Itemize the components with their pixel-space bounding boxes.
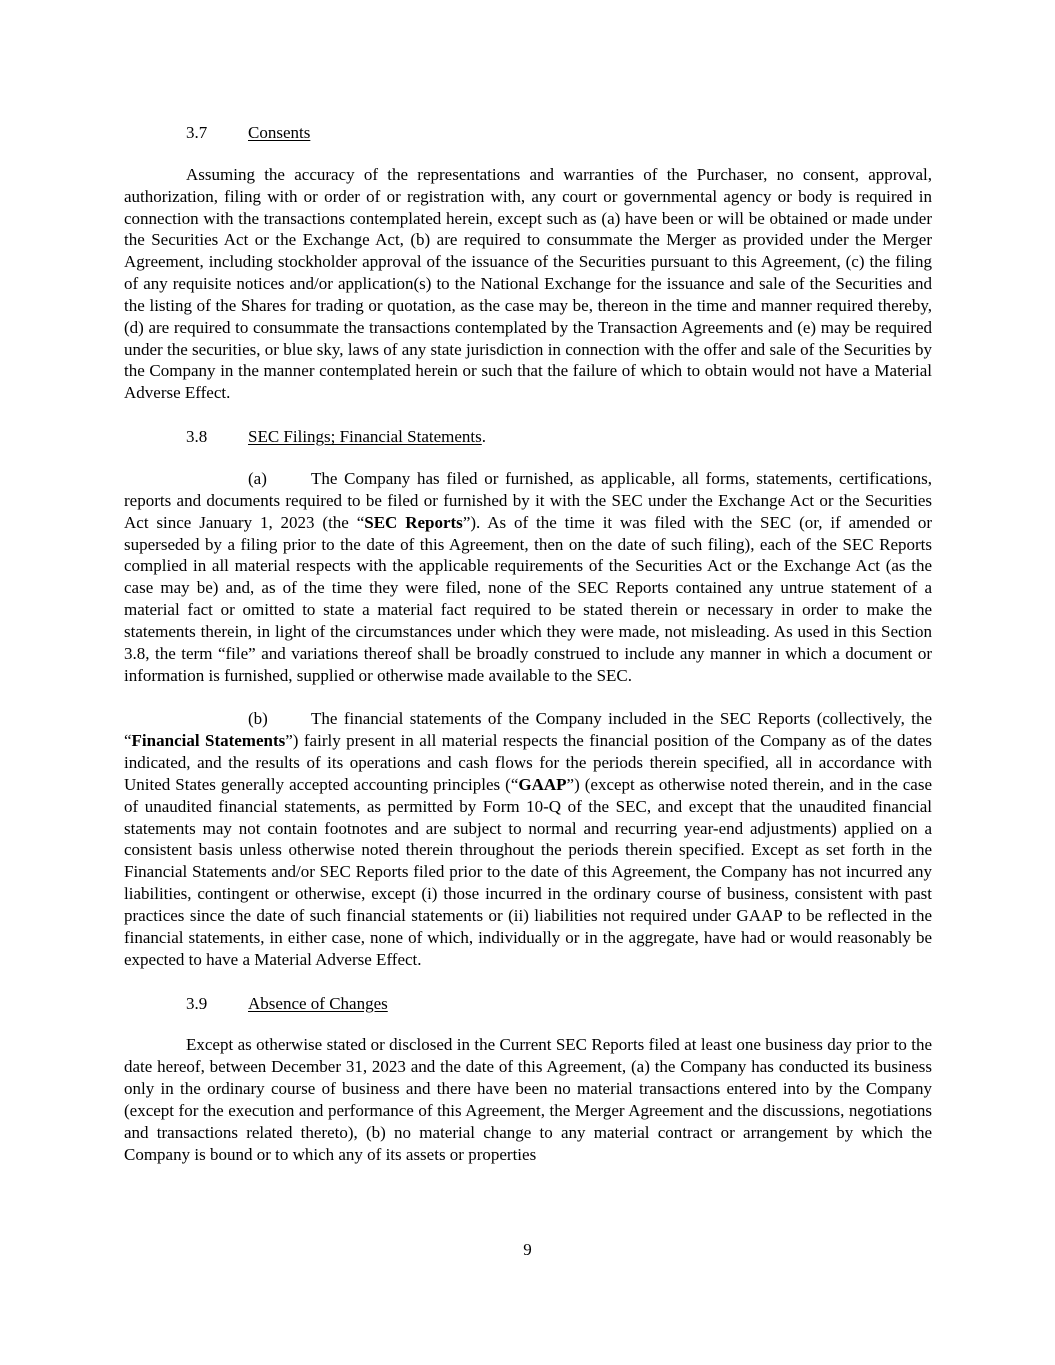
paragraph-text: ”) (except as otherwise noted therein, and in the case of unaudited financial statements, as permitted by Form 10-Q of the SEC, and except that the unaudited financial statements may not contain footnotes and are subject to normal and recurring year-end adjustments) applied on a consistent basis unless otherwise noted therein throughout the periods therein specified. Except as set forth in the Financial Statements and/or SEC Reports filed prior to the date of this Agreement, the Company has not incurred any liabilities, contingent or otherwise, except (i) those incurred in the ordinary course of business, consistent with past practices since the date of such financial statements or (ii) liabilities not required under GAAP to be reflected in the financial statements, in either case, none of which, individually or in the aggregate, have had or would reasonably be expected to have a Material Adverse Effect. bbox=[124, 774, 932, 969]
paragraph-text: The Company has filed or furnished, as applicable, all forms, statements, certifications, reports and documents required to be filed or furnished by it with the SEC under the Exchange Act or the Securities Act since January 1, 2023 (the “ bbox=[124, 468, 932, 532]
page-number: 9 bbox=[523, 1240, 532, 1259]
paragraph-text: ”). As of the time it was filed with the SEC (or, if amended or superseded by a filing prior to the date of this Agreement, then on the date of such filing), each of the SEC Reports complied in all material respects with the applicable requirements of the Securities Act or the Exchange Act (as the case may be) and, as of the time they were filed, none of the SEC Reports contained any untrue statement of a material fact or omitted to state a material fact required to be stated therein or necessary in order to make the statements therein, in light of the circumstances under which they were made, not misleading. As used in this Section 3.8, the term “file” and variations thereof shall be broadly construed to include any manner in which a document or information is furnished, supplied or otherwise made available to the SEC. bbox=[124, 512, 932, 685]
section-title: Absence of Changes bbox=[248, 993, 388, 1013]
section-3-8-heading bbox=[124, 426, 932, 448]
section-number: 3.9 bbox=[186, 993, 208, 1013]
defined-term: SEC Reports bbox=[364, 512, 463, 532]
subsection-label: (b) bbox=[248, 709, 268, 729]
section-number: 3.8 bbox=[186, 427, 208, 447]
section-3-9-heading bbox=[124, 993, 932, 1015]
section-title: Consents bbox=[248, 123, 311, 142]
paragraph-text: The financial statements of the Company included in the SEC Reports (collectively, the “ bbox=[124, 709, 932, 751]
section-title-period: . bbox=[481, 427, 486, 447]
section-3-8-a-paragraph bbox=[124, 468, 932, 686]
section-title: SEC Filings; Financial Statements bbox=[248, 427, 482, 447]
subsection-label: (a) bbox=[248, 468, 267, 488]
section-number: 3.7 bbox=[186, 123, 208, 142]
defined-term: Financial Statements bbox=[131, 731, 286, 751]
section-3-8-b-paragraph bbox=[124, 708, 932, 970]
section-3-7-heading bbox=[124, 122, 932, 144]
paragraph-text: ”) fairly present in all material respects the financial position of the Company as of the dates indicated, and the results of its operations and cash flows for the periods therein specified, all in accordance with United States generally accepted accounting principles (“ bbox=[124, 731, 932, 794]
defined-term: GAAP bbox=[518, 774, 567, 794]
document-page bbox=[124, 122, 932, 1187]
section-3-9-paragraph: Except as otherwise stated or disclosed in the Current SEC Reports filed at least one business day prior to the date hereof, between December 31, 2023 and the date of this Agreement, (a) the Company has conducted its business only in the ordinary course of business and there have been no material transactions entered into by the Company (except for the execution and performance of this Agreement, the Merger Agreement and the discussions, negotiations and transactions related thereto), (b) no material change to any material contract or arrangement by which the Company is bound or to which any of its assets or properties bbox=[124, 1035, 932, 1164]
section-3-7-paragraph: Assuming the accuracy of the representations and warranties of the Purchaser, no consent, approval, authorization, filing with or order of or registration with, any court or governmental agency or body is required in connection with the transactions contemplated herein, except such as (a) have been or will be obtained or made under the Securities Act or the Exchange Act, (b) are required to consummate the Merger as provided under the Merger Agreement, including stockholder approval of the issuance of the Securities pursuant to this Agreement, (c) the filing of any requisite notices and/or application(s) to the National Exchange for the issuance and sale of the Securities and the listing of the Shares for trading or quotation, as the case may be, thereon in the time and manner required thereby, (d) are required to consummate the transactions contemplated by the Transaction Agreements and (e) may be required under the securities, or blue sky, laws of any state jurisdiction in connection with the offer and sale of the Securities by the Company in the manner contemplated herein or such that the failure of which to obtain would not have a Material Adverse Effect. bbox=[124, 164, 932, 403]
